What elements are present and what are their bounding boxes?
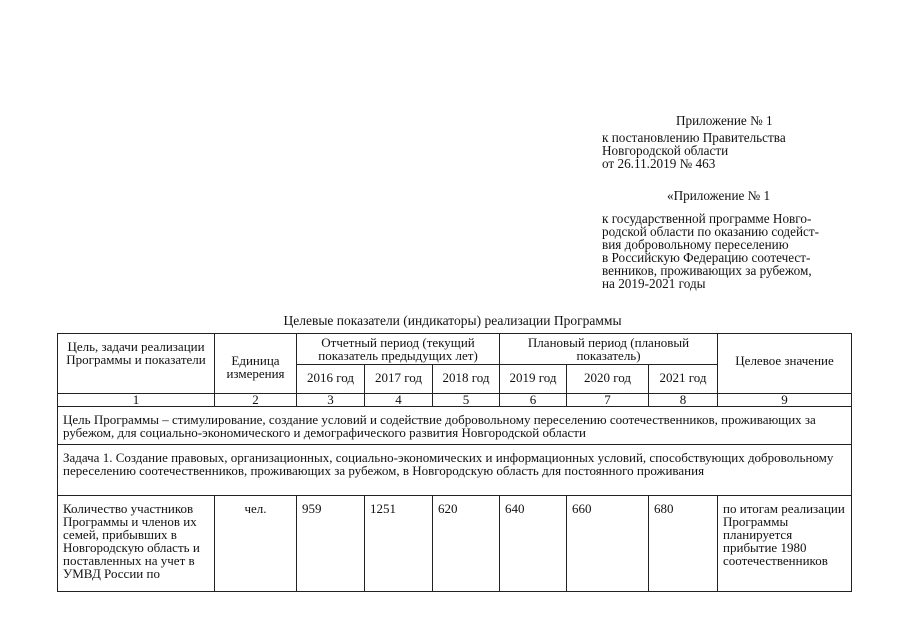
resolution-line-2: Новгородской области xyxy=(602,143,729,158)
program-line-3: вия добровольному переселению xyxy=(602,237,789,252)
column-number: 4 xyxy=(365,394,433,407)
header-reporting-period: Отчетный период (текущий показатель предыдущих лет) xyxy=(297,334,500,365)
column-number: 3 xyxy=(297,394,365,407)
header-year-2018: 2018 год xyxy=(433,365,500,394)
program-line-4: в Российскую Федерацию соотечест- xyxy=(602,250,811,265)
column-number: 8 xyxy=(649,394,718,407)
header-year-2020: 2020 год xyxy=(567,365,649,394)
value-2018: 620 xyxy=(433,496,500,592)
column-number: 9 xyxy=(718,394,852,407)
header-row-1 xyxy=(58,334,852,365)
header-year-2016: 2016 год xyxy=(297,365,365,394)
column-number: 5 xyxy=(433,394,500,407)
indicators-table xyxy=(57,333,852,592)
column-number: 2 xyxy=(215,394,297,407)
task-row xyxy=(58,445,852,496)
value-2019: 640 xyxy=(500,496,567,592)
header-planned-period: Плановый период (плановый показатель) xyxy=(500,334,718,365)
program-line-5: венников, проживающих за рубежом, xyxy=(602,263,812,278)
appendix-title: Приложение № 1 xyxy=(676,113,773,128)
table-row xyxy=(58,496,852,592)
resolution-line-3: от 26.11.2019 № 463 xyxy=(602,156,716,171)
header-year-2017: 2017 год xyxy=(365,365,433,394)
value-2020: 660 xyxy=(567,496,649,592)
quoted-appendix-title: «Приложение № 1 xyxy=(667,188,771,203)
indicator-unit: чел. xyxy=(215,496,297,592)
program-line-1: к государственной программе Новго- xyxy=(602,211,812,226)
column-number: 7 xyxy=(567,394,649,407)
program-goal: Цель Программы – стимулирование, создание условий и содействие добровольному переселению соотечественников, проживающих за рубежом, для социально-экономического и демографического развития Новгородской области xyxy=(58,407,852,445)
task-1: Задача 1. Создание правовых, организационных, социально-экономических и информационных условий, способствующих добровольному переселению соотечественников, проживающих за рубежом, в Новгородскую область для постоянного проживания xyxy=(58,445,852,496)
column-number: 1 xyxy=(58,394,215,407)
header-unit: Единица измерения xyxy=(215,334,297,394)
goal-row xyxy=(58,407,852,445)
table-title: Целевые показатели (индикаторы) реализации Программы xyxy=(283,313,622,328)
program-line-6: на 2019-2021 годы xyxy=(602,276,706,291)
header-target: Целевое значение xyxy=(718,334,852,394)
header-year-2019: 2019 год xyxy=(500,365,567,394)
indicator-name: Количество участников Программы и членов их семей, прибывших в Новгородскую область и поставленных на учет в УМВД России по xyxy=(58,496,215,592)
resolution-line-1: к постановлению Правительства xyxy=(602,130,786,145)
program-line-2: родской области по оказанию содейст- xyxy=(602,224,820,239)
column-number: 6 xyxy=(500,394,567,407)
value-2016: 959 xyxy=(297,496,365,592)
value-2021: 680 xyxy=(649,496,718,592)
target-value: по итогам реализации Программы планируется прибытие 1980 соотечественников xyxy=(718,496,852,592)
value-2017: 1251 xyxy=(365,496,433,592)
header-year-2021: 2021 год xyxy=(649,365,718,394)
column-number-row xyxy=(58,394,852,407)
header-goal: Цель, задачи реализации Программы и показатели xyxy=(58,334,215,394)
